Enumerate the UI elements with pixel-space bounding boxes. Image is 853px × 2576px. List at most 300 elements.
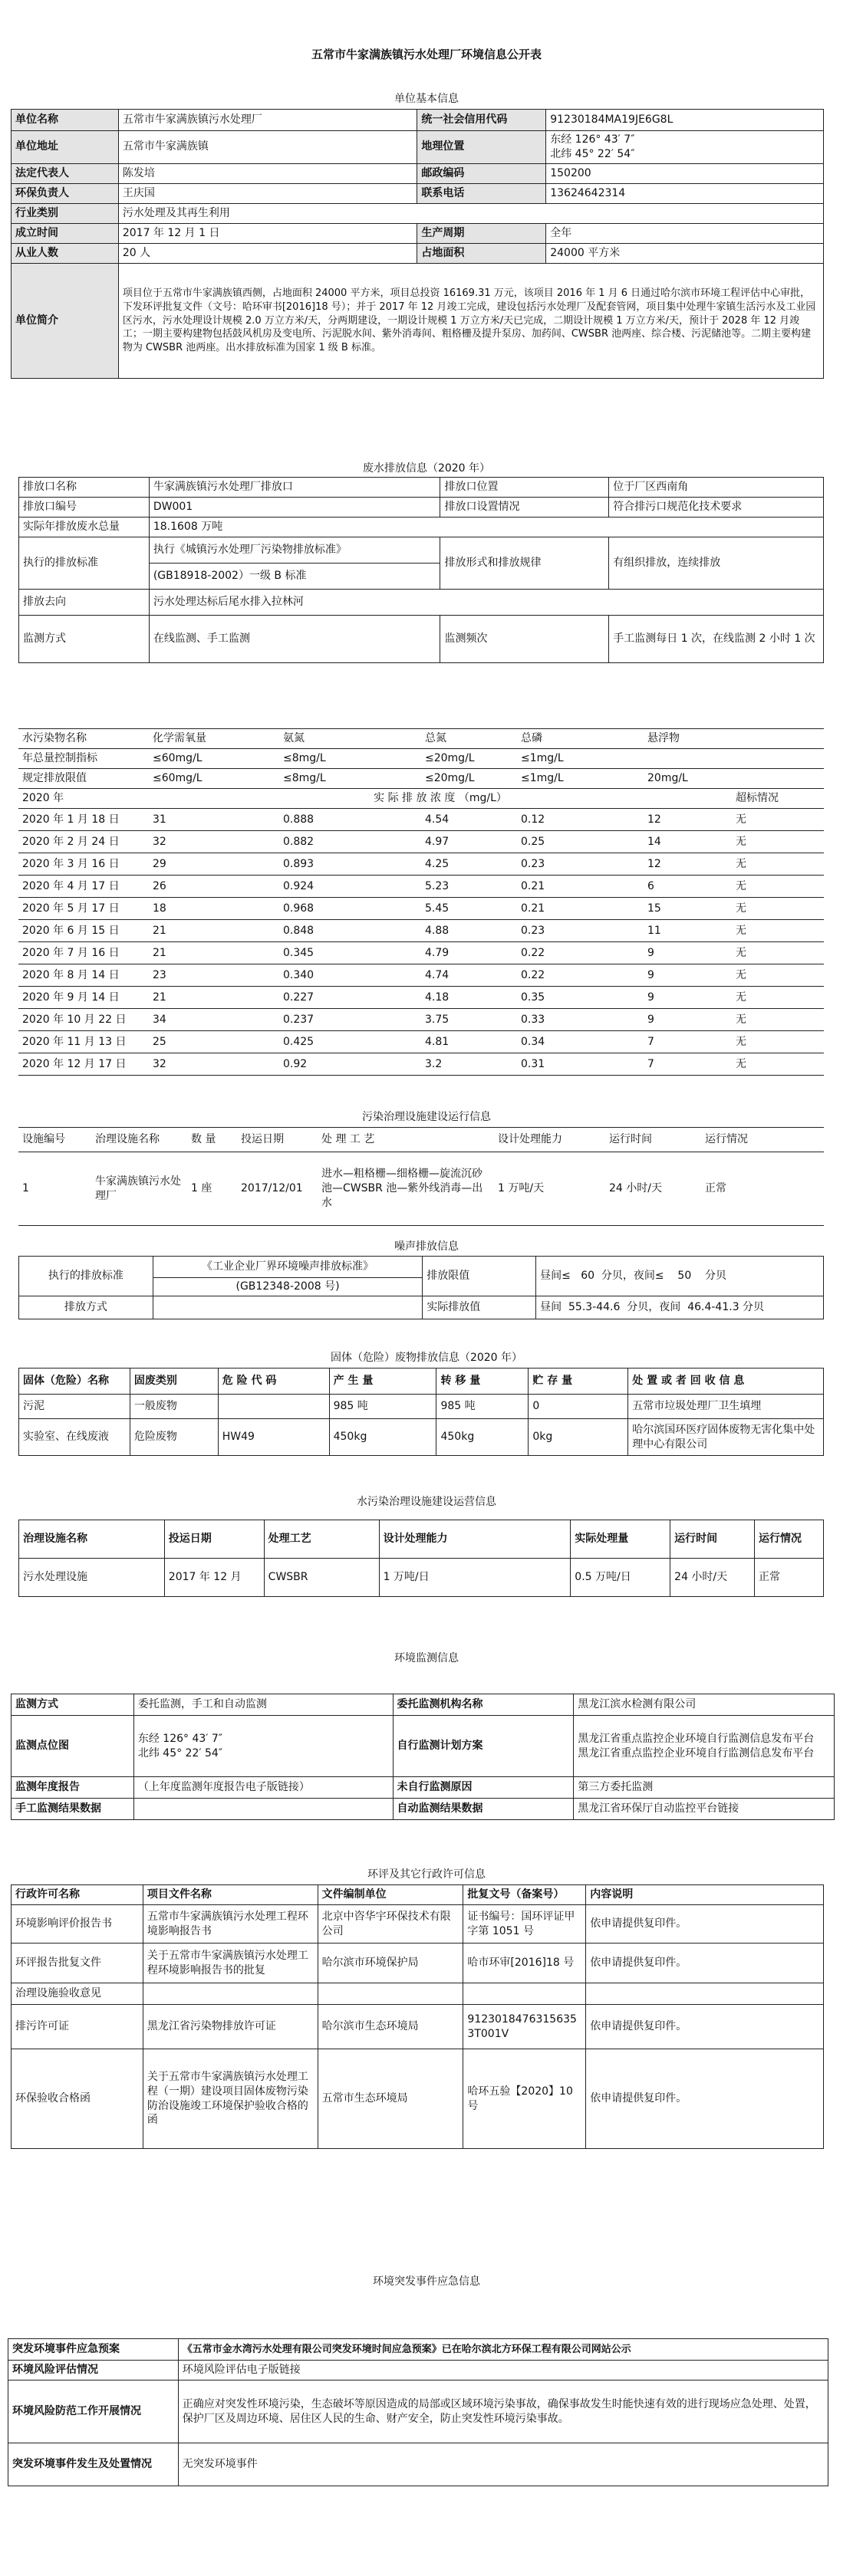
pollutant-cell: ≤60mg/L xyxy=(149,749,279,769)
permits-row xyxy=(12,1983,824,2005)
pollution-facility-header-cell: 设计处理能力 xyxy=(494,1128,605,1152)
pollutant-cell: 年总量控制指标 xyxy=(18,749,149,769)
measurement-cell: 0.12 xyxy=(517,809,644,831)
solid-waste-header-cell: 固体（危险）名称 xyxy=(19,1368,130,1395)
measurement-cell: 0.34 xyxy=(517,1031,644,1053)
measurement-row xyxy=(18,987,824,1009)
discharge-standard-label: 执行的排放标准 xyxy=(19,537,150,590)
env-monitor-label: 监测点位图 xyxy=(12,1716,134,1777)
permits-row xyxy=(12,2049,824,2149)
solid-waste-cell: HW49 xyxy=(218,1419,329,1456)
pollutant-cell: ≤20mg/L xyxy=(421,769,517,789)
measurement-row xyxy=(18,809,824,831)
pollution-facility-cell: 进水—粗格栅—细格栅—旋流沉砂池—CWSBR 池—紫外线消毒—出水 xyxy=(318,1152,494,1226)
permits-header-cell: 行政许可名称 xyxy=(12,1885,143,1905)
measurement-row xyxy=(18,920,824,942)
pollution-facility-cell: 1 万吨/天 xyxy=(494,1152,605,1226)
measurement-cell: 4.18 xyxy=(421,987,517,1009)
pollutant-cell: 总氮 xyxy=(421,729,517,749)
measurement-cell: 0.25 xyxy=(517,831,644,853)
pollutant-cell: 规定排放限值 xyxy=(18,769,149,789)
pollution-facility-header xyxy=(18,1128,824,1152)
measurement-cell: 0.848 xyxy=(279,920,421,942)
env-monitor-value: （上年度监测年度报告电子版链接） xyxy=(133,1777,393,1799)
water-facility-header-cell: 运行情况 xyxy=(755,1520,824,1559)
standard-limit-row xyxy=(18,769,824,789)
solid-waste-row xyxy=(19,1419,824,1456)
unit-field-label: 环保负责人 xyxy=(12,183,119,203)
measurement-cell: 32 xyxy=(149,1053,279,1076)
pollution-facility-cell: 24 小时/天 xyxy=(605,1152,701,1226)
emergency-table xyxy=(8,2338,828,2486)
water-facility-cell: 24 小时/天 xyxy=(670,1559,755,1597)
emergency-value: 无突发环境事件 xyxy=(178,2443,828,2486)
measurement-cell: 无 xyxy=(732,987,824,1009)
env-monitor-value: 黑龙江省环保厅自动监控平台链接 xyxy=(574,1799,835,1820)
measure-header-date: 2020 年 xyxy=(18,789,149,809)
measurement-cell: 18 xyxy=(149,898,279,920)
unit-field-label: 从业人数 xyxy=(12,243,119,263)
emergency-label: 突发环境事件发生及处置情况 xyxy=(8,2443,179,2486)
solid-waste-cell: 五常市垃圾处理厂卫生填埋 xyxy=(628,1395,824,1419)
section-title-noise: 噪声排放信息 xyxy=(394,1240,459,1253)
measurement-cell: 2020 年 2 月 24 日 xyxy=(18,831,149,853)
measurement-cell: 0.237 xyxy=(279,1009,421,1031)
measurement-cell: 4.81 xyxy=(421,1031,517,1053)
water-facility-cell: 2017 年 12 月 xyxy=(164,1559,264,1597)
solid-waste-cell: 危险废物 xyxy=(130,1419,218,1456)
measurement-cell: 4.54 xyxy=(421,809,517,831)
emergency-row xyxy=(8,2361,828,2380)
discharge-standard-value: 执行《城镇污水处理厂污染物排放标准》 xyxy=(149,537,440,564)
measurement-cell: 25 xyxy=(149,1031,279,1053)
unit-basic-row xyxy=(12,243,824,263)
discharge-destination-value: 污水处理达标后尾水排入拉林河 xyxy=(149,590,823,616)
env-monitor-row xyxy=(12,1777,835,1799)
measurement-row xyxy=(18,898,824,920)
measurement-cell: 0.21 xyxy=(517,898,644,920)
measurement-cell: 4.79 xyxy=(421,942,517,964)
port-no-label: 排放口编号 xyxy=(19,498,150,518)
noise-mode-value xyxy=(153,1296,423,1319)
noise-table xyxy=(18,1256,824,1319)
water-facility-row xyxy=(19,1559,824,1597)
measurement-cell: 4.97 xyxy=(421,831,517,853)
pollution-facility-cell: 1 xyxy=(18,1152,91,1226)
measurement-cell: 0.888 xyxy=(279,809,421,831)
env-monitor-table xyxy=(11,1694,835,1820)
measurement-cell: 2020 年 12 月 17 日 xyxy=(18,1053,149,1076)
annual-control-row xyxy=(18,749,824,769)
permits-cell xyxy=(463,1983,586,2005)
pollutant-cell: ≤1mg/L xyxy=(517,769,644,789)
pollutant-cell xyxy=(732,749,824,769)
permits-cell: 哈尔滨市生态环境局 xyxy=(318,2005,463,2049)
solid-waste-header-cell: 固废类别 xyxy=(130,1368,218,1395)
unit-intro-label: 单位简介 xyxy=(12,263,119,378)
pollutant-cell: ≤8mg/L xyxy=(279,749,421,769)
measurement-row xyxy=(18,1031,824,1053)
permits-row xyxy=(12,2005,824,2049)
pollution-facility-header-cell: 投运日期 xyxy=(237,1128,318,1152)
pollutant-cell: 水污染物名称 xyxy=(18,729,149,749)
unit-field-value: 150200 xyxy=(546,163,824,183)
measurement-cell: 无 xyxy=(732,898,824,920)
permits-header-cell: 内容说明 xyxy=(586,1885,824,1905)
permits-header-cell: 批复文号（备案号） xyxy=(463,1885,586,1905)
noise-actual-label: 实际排放值 xyxy=(423,1296,536,1319)
measurement-cell: 11 xyxy=(644,920,732,942)
pollutant-cell: ≤60mg/L xyxy=(149,769,279,789)
solid-waste-cell: 0kg xyxy=(529,1419,628,1456)
solid-waste-header-cell: 贮 存 量 xyxy=(529,1368,628,1395)
measurement-row xyxy=(18,876,824,898)
measurement-cell: 无 xyxy=(732,964,824,987)
measurement-cell: 0.35 xyxy=(517,987,644,1009)
emergency-row xyxy=(8,2443,828,2486)
discharge-destination-label: 排放去向 xyxy=(19,590,150,616)
measurement-cell: 9 xyxy=(644,987,732,1009)
measurement-cell: 23 xyxy=(149,964,279,987)
solid-waste-cell: 985 吨 xyxy=(436,1395,529,1419)
measurement-cell: 2020 年 6 月 15 日 xyxy=(18,920,149,942)
measurement-cell: 0.23 xyxy=(517,853,644,876)
measurement-cell: 0.22 xyxy=(517,942,644,964)
measurement-cell: 15 xyxy=(644,898,732,920)
measurement-cell: 3.75 xyxy=(421,1009,517,1031)
measurement-cell: 5.45 xyxy=(421,898,517,920)
pollution-facility-row xyxy=(18,1152,824,1226)
solid-waste-cell: 450kg xyxy=(436,1419,529,1456)
permits-header-cell: 项目文件名称 xyxy=(143,1885,318,1905)
unit-field-label: 占地面积 xyxy=(417,243,546,263)
emergency-value: 正确应对突发性环境污染，生态破坏等原因造成的局部或区域环境污染事故，确保事故发生时能快速有效的进行现场应急处理、处置，保护厂区及周边环境、居住区人民的生命、财产安全，防止突发性环境污染事故。 xyxy=(178,2380,828,2443)
pollutant-cell: 氨氮 xyxy=(279,729,421,749)
water-facility-header-cell: 处理工艺 xyxy=(264,1520,379,1559)
unit-field-label: 地理位置 xyxy=(417,131,546,164)
env-monitor-value: 委托监测，手工和自动监测 xyxy=(133,1694,393,1716)
water-facility-table xyxy=(18,1520,824,1597)
noise-limit-label: 排放限值 xyxy=(423,1257,536,1296)
measurement-cell: 26 xyxy=(149,876,279,898)
unit-field-label: 单位地址 xyxy=(12,131,119,164)
permits-cell xyxy=(318,1983,463,2005)
permits-cell: 证书编号：国环评证甲字第 1051 号 xyxy=(463,1905,586,1944)
pollution-facility-table xyxy=(18,1127,824,1226)
unit-field-value: 91230184MA19JE6G8L xyxy=(546,110,824,131)
port-name-label: 排放口名称 xyxy=(19,478,150,498)
permits-cell xyxy=(586,1983,824,2005)
water-facility-cell: 污水处理设施 xyxy=(19,1559,165,1597)
solid-waste-cell: 污泥 xyxy=(19,1395,130,1419)
measurement-cell: 4.88 xyxy=(421,920,517,942)
measurement-cell: 3.2 xyxy=(421,1053,517,1076)
port-name-value: 牛家满族镇污水处理厂排放口 xyxy=(149,478,440,498)
measurement-row xyxy=(18,942,824,964)
measurement-cell: 无 xyxy=(732,831,824,853)
water-facility-cell: 正常 xyxy=(755,1559,824,1597)
solid-waste-table xyxy=(18,1368,824,1456)
unit-basic-row xyxy=(12,223,824,243)
pollution-facility-cell: 正常 xyxy=(701,1152,824,1226)
permits-cell xyxy=(143,1983,318,2005)
water-facility-header-cell: 设计处理能力 xyxy=(379,1520,571,1559)
measurement-cell: 21 xyxy=(149,920,279,942)
water-facility-header xyxy=(19,1520,824,1559)
section-title-permits: 环评及其它行政许可信息 xyxy=(367,1868,486,1881)
measurement-cell: 14 xyxy=(644,831,732,853)
pollutant-header-row xyxy=(18,729,824,749)
discharge-form-value: 有组织排放，连续排放 xyxy=(609,537,824,590)
pollutant-table xyxy=(18,728,824,1076)
noise-mode-label: 排放方式 xyxy=(19,1296,153,1319)
env-monitor-label: 监测方式 xyxy=(12,1694,134,1716)
measurement-cell: 无 xyxy=(732,1053,824,1076)
measure-header-row xyxy=(18,789,824,809)
env-monitor-label: 自动监测结果数据 xyxy=(393,1799,574,1820)
monitoring-method-label: 监测方式 xyxy=(19,616,150,663)
unit-field-label: 生产周期 xyxy=(417,223,546,243)
measurement-cell: 无 xyxy=(732,809,824,831)
unit-basic-row xyxy=(12,163,824,183)
unit-field-label: 统一社会信用代码 xyxy=(417,110,546,131)
measurement-cell: 7 xyxy=(644,1031,732,1053)
permits-cell: 环保验收合格函 xyxy=(12,2049,143,2149)
measurement-cell: 6 xyxy=(644,876,732,898)
measurement-cell: 2020 年 4 月 17 日 xyxy=(18,876,149,898)
unit-basic-table xyxy=(11,109,824,379)
port-no-value: DW001 xyxy=(149,498,440,518)
total-discharge-label: 实际年排放废水总量 xyxy=(19,518,150,537)
measurement-cell: 4.25 xyxy=(421,853,517,876)
permits-table xyxy=(11,1884,824,2149)
permits-row xyxy=(12,1944,824,1983)
section-title-emergency: 环境突发事件应急信息 xyxy=(373,2275,480,2288)
pollutant-cell xyxy=(644,749,732,769)
permits-cell: 哈尔滨市环境保护局 xyxy=(318,1944,463,1983)
solid-waste-cell: 450kg xyxy=(329,1419,436,1456)
solid-waste-cell: 一般废物 xyxy=(130,1395,218,1419)
pollution-facility-header-cell: 运行时间 xyxy=(605,1128,701,1152)
pollutant-cell: ≤1mg/L xyxy=(517,749,644,769)
pollution-facility-header-cell: 治理设施名称 xyxy=(91,1128,187,1152)
unit-basic-row xyxy=(12,203,824,223)
pollution-facility-header-cell: 数 量 xyxy=(187,1128,237,1152)
pollutant-cell: ≤20mg/L xyxy=(421,749,517,769)
emergency-value: 《五常市金水湾污水处理有限公司突发环境时间应急预案》已在哈尔滨北方环保工程有限公司网站公示 xyxy=(178,2339,828,2361)
measurement-cell: 0.33 xyxy=(517,1009,644,1031)
measurement-cell: 4.74 xyxy=(421,964,517,987)
pollution-facility-header-cell: 设施编号 xyxy=(18,1128,91,1152)
permits-cell: 依申请提供复印件。 xyxy=(586,2005,824,2049)
measurement-cell: 0.23 xyxy=(517,920,644,942)
emergency-label: 突发环境事件应急预案 xyxy=(8,2339,179,2361)
unit-field-label: 邮政编码 xyxy=(417,163,546,183)
solid-waste-row xyxy=(19,1395,824,1419)
env-monitor-label: 未自行监测原因 xyxy=(393,1777,574,1799)
permits-cell: 排污许可证 xyxy=(12,2005,143,2049)
measurement-row xyxy=(18,964,824,987)
measure-header-exceed: 超标情况 xyxy=(732,789,824,809)
monitoring-method-value: 在线监测、手工监测 xyxy=(149,616,440,663)
measurement-cell: 21 xyxy=(149,942,279,964)
unit-basic-row xyxy=(12,110,824,131)
env-monitor-row xyxy=(12,1716,835,1777)
measurement-cell: 2020 年 5 月 17 日 xyxy=(18,898,149,920)
monitoring-frequency-value: 手工监测每日 1 次，在线监测 2 小时 1 次 xyxy=(609,616,824,663)
permits-cell: 北京中咨华宇环保技术有限公司 xyxy=(318,1905,463,1944)
measurement-cell: 2020 年 11 月 13 日 xyxy=(18,1031,149,1053)
port-setup-label: 排放口设置情况 xyxy=(440,498,609,518)
section-title-unit-basic: 单位基本信息 xyxy=(394,93,459,105)
permits-cell: 关于五常市牛家满族镇污水处理工程环境影响报告书的批复 xyxy=(143,1944,318,1983)
monitoring-frequency-label: 监测频次 xyxy=(440,616,609,663)
permits-cell: 黑龙江省污染物排放许可证 xyxy=(143,2005,318,2049)
measurement-row xyxy=(18,853,824,876)
measurement-cell: 2020 年 3 月 16 日 xyxy=(18,853,149,876)
solid-waste-header-cell: 危 险 代 码 xyxy=(218,1368,329,1395)
water-facility-header-cell: 运行时间 xyxy=(670,1520,755,1559)
measurement-cell: 2020 年 9 月 14 日 xyxy=(18,987,149,1009)
unit-field-value: 东经 126° 43′ 7″ 北纬 45° 22′ 54″ xyxy=(546,131,824,164)
noise-standard-value: 《工业企业厂界环境噪声排放标准》 xyxy=(153,1257,423,1278)
unit-field-label: 联系电话 xyxy=(417,183,546,203)
water-facility-header-cell: 实际处理量 xyxy=(571,1520,670,1559)
measurement-cell: 9 xyxy=(644,964,732,987)
measurement-cell: 0.22 xyxy=(517,964,644,987)
unit-field-value: 13624642314 xyxy=(546,183,824,203)
emergency-label: 环境风险防范工作开展情况 xyxy=(8,2380,179,2443)
pollutant-cell: 化学需氧量 xyxy=(149,729,279,749)
noise-standard-label: 执行的排放标准 xyxy=(19,1257,153,1296)
unit-field-value: 全年 xyxy=(546,223,824,243)
pollution-facility-cell: 牛家满族镇污水处理厂 xyxy=(91,1152,187,1226)
unit-field-value: 污水处理及其再生利用 xyxy=(118,203,823,223)
pollution-facility-header-cell: 运行情况 xyxy=(701,1128,824,1152)
measurement-cell: 2020 年 7 月 16 日 xyxy=(18,942,149,964)
unit-field-label: 成立时间 xyxy=(12,223,119,243)
pollutant-cell: ≤8mg/L xyxy=(279,769,421,789)
measurement-cell: 0.425 xyxy=(279,1031,421,1053)
permits-cell: 五常市生态环境局 xyxy=(318,2049,463,2149)
env-monitor-value: 黑龙江滨水检测有限公司 xyxy=(574,1694,835,1716)
port-location-label: 排放口位置 xyxy=(440,478,609,498)
unit-basic-row xyxy=(12,131,824,164)
measurement-cell: 无 xyxy=(732,876,824,898)
port-location-value: 位于厂区西南角 xyxy=(609,478,824,498)
section-title-pollution-facility: 污染治理设施建设运行信息 xyxy=(362,1111,491,1123)
measurement-cell: 5.23 xyxy=(421,876,517,898)
section-title-water-facility: 水污染治理设施建设运营信息 xyxy=(357,1496,496,1508)
pollutant-cell xyxy=(732,729,824,749)
permits-cell: 五常市牛家满族镇污水处理工程环境影响报告书 xyxy=(143,1905,318,1944)
measurement-cell: 0.893 xyxy=(279,853,421,876)
measurement-cell: 21 xyxy=(149,987,279,1009)
unit-basic-row xyxy=(12,183,824,203)
pollutant-cell: 总磷 xyxy=(517,729,644,749)
env-monitor-value: 第三方委托监测 xyxy=(574,1777,835,1799)
pollution-facility-header-cell: 处 理 工 艺 xyxy=(318,1128,494,1152)
measurement-cell: 7 xyxy=(644,1053,732,1076)
solid-waste-header xyxy=(19,1368,824,1395)
water-facility-header-cell: 治理设施名称 xyxy=(19,1520,165,1559)
measurement-cell: 9 xyxy=(644,942,732,964)
water-facility-cell: 0.5 万吨/日 xyxy=(571,1559,670,1597)
pollutant-cell xyxy=(732,769,824,789)
total-discharge-value: 18.1608 万吨 xyxy=(149,518,823,537)
solid-waste-header-cell: 处 置 或 者 回 收 信 息 xyxy=(628,1368,824,1395)
permits-cell: 依申请提供复印件。 xyxy=(586,2049,824,2149)
measurement-cell: 0.345 xyxy=(279,942,421,964)
pollution-facility-cell: 1 座 xyxy=(187,1152,237,1226)
permits-cell: 关于五常市牛家满族镇污水处理工程（一期）建设项目固体废物污染防治设施竣工环境保护验收合格的函 xyxy=(143,2049,318,2149)
measurement-row xyxy=(18,831,824,853)
measurement-cell: 无 xyxy=(732,1031,824,1053)
env-monitor-row xyxy=(12,1799,835,1820)
env-monitor-value xyxy=(133,1799,393,1820)
permits-cell: 依申请提供复印件。 xyxy=(586,1944,824,1983)
measurement-cell: 0.968 xyxy=(279,898,421,920)
permits-cell: 哈环五验【2020】10 号 xyxy=(463,2049,586,2149)
section-title-env-monitor: 环境监测信息 xyxy=(394,1652,459,1664)
measurement-cell: 34 xyxy=(149,1009,279,1031)
pollution-facility-cell: 2017/12/01 xyxy=(237,1152,318,1226)
measurement-cell: 0.92 xyxy=(279,1053,421,1076)
env-monitor-value: 黑龙江省重点监控企业环境自行监测信息发布平台 黑龙江省重点监控企业环境自行监测信息发布平台 xyxy=(574,1716,835,1777)
discharge-standard-value-2: (GB18918-2002）一级 B 标准 xyxy=(149,564,440,590)
measurement-cell: 2020 年 1 月 18 日 xyxy=(18,809,149,831)
pollutant-cell: 悬浮物 xyxy=(644,729,732,749)
emergency-label: 环境风险评估情况 xyxy=(8,2361,179,2380)
solid-waste-header-cell: 转 移 量 xyxy=(436,1368,529,1395)
measurement-cell: 0.882 xyxy=(279,831,421,853)
noise-standard-value-2: (GB12348-2008 号) xyxy=(153,1278,423,1296)
emergency-row xyxy=(8,2339,828,2361)
env-monitor-label: 监测年度报告 xyxy=(12,1777,134,1799)
unit-field-value: 24000 平方米 xyxy=(546,243,824,263)
document-title: 五常市牛家满族镇污水处理厂环境信息公开表 xyxy=(311,48,542,61)
permits-cell: 治理设施验收意见 xyxy=(12,1983,143,2005)
noise-limit-value: 昼间≤ 60 分贝，夜间≤ 50 分贝 xyxy=(536,1257,824,1296)
permits-cell: 环评报告批复文件 xyxy=(12,1944,143,1983)
unit-field-value: 2017 年 12 月 1 日 xyxy=(118,223,417,243)
measurement-row xyxy=(18,1053,824,1076)
measurement-cell: 无 xyxy=(732,942,824,964)
measurement-row xyxy=(18,1009,824,1031)
water-facility-cell: CWSBR xyxy=(264,1559,379,1597)
permits-header xyxy=(12,1885,824,1905)
measurement-cell: 12 xyxy=(644,809,732,831)
discharge-info-table xyxy=(18,477,824,663)
permits-cell: 哈市环审[2016]18 号 xyxy=(463,1944,586,1983)
section-title-solid-waste: 固体（危险）废物排放信息（2020 年） xyxy=(330,1352,523,1364)
env-monitor-value: 东经 126° 43′ 7″ 北纬 45° 22′ 54″ xyxy=(133,1716,393,1777)
unit-field-value: 王庆国 xyxy=(118,183,417,203)
unit-intro-text: 项目位于五常市牛家满族镇西侧，占地面积 24000 平方米，项目总投资 16169.31 万元，该项目 2016 年 1 月 6 日通过哈尔滨市环境工程评估中心审批，下发环评批复文件（文号：哈环审书[2016]18 号）；并于 2017 年 12 月竣工完成，建设包括污水处理厂及配套管网，项目集中处理牛家镇生活污水及工业园区污水，污水处理设计规模 2.0 万立方米/天，分两期建设，一期设计规模 1 万立方米/天已完成，二期设计规模 1 万立方米/天，预计于 2028 年 12 月竣工；一期主要构建物包括鼓风机房及变电所、污泥脱水间、紫外消毒间、粗格栅及提升泵房、加药间、CWSBR 池两座、综合楼、污泥储池等。二期主要构建物为 CWSBR 池两座。出水排放标准为国家 1 级 B 标准。 xyxy=(118,263,823,378)
discharge-form-label: 排放形式和排放规律 xyxy=(440,537,609,590)
unit-field-value: 五常市牛家满族镇 xyxy=(118,131,417,164)
measurement-cell: 无 xyxy=(732,1009,824,1031)
unit-field-value: 陈发培 xyxy=(118,163,417,183)
water-facility-cell: 1 万吨/日 xyxy=(379,1559,571,1597)
section-title-discharge: 废水排放信息（2020 年） xyxy=(362,462,491,475)
measurement-cell: 2020 年 10 月 22 日 xyxy=(18,1009,149,1031)
permits-cell: 91230184763156353T001V xyxy=(463,2005,586,2049)
emergency-row xyxy=(8,2380,828,2443)
solid-waste-cell: 哈尔滨国环医疗固体废物无害化集中处理中心有限公司 xyxy=(628,1419,824,1456)
permits-header-cell: 文件编制单位 xyxy=(318,1885,463,1905)
measurement-cell: 0.31 xyxy=(517,1053,644,1076)
